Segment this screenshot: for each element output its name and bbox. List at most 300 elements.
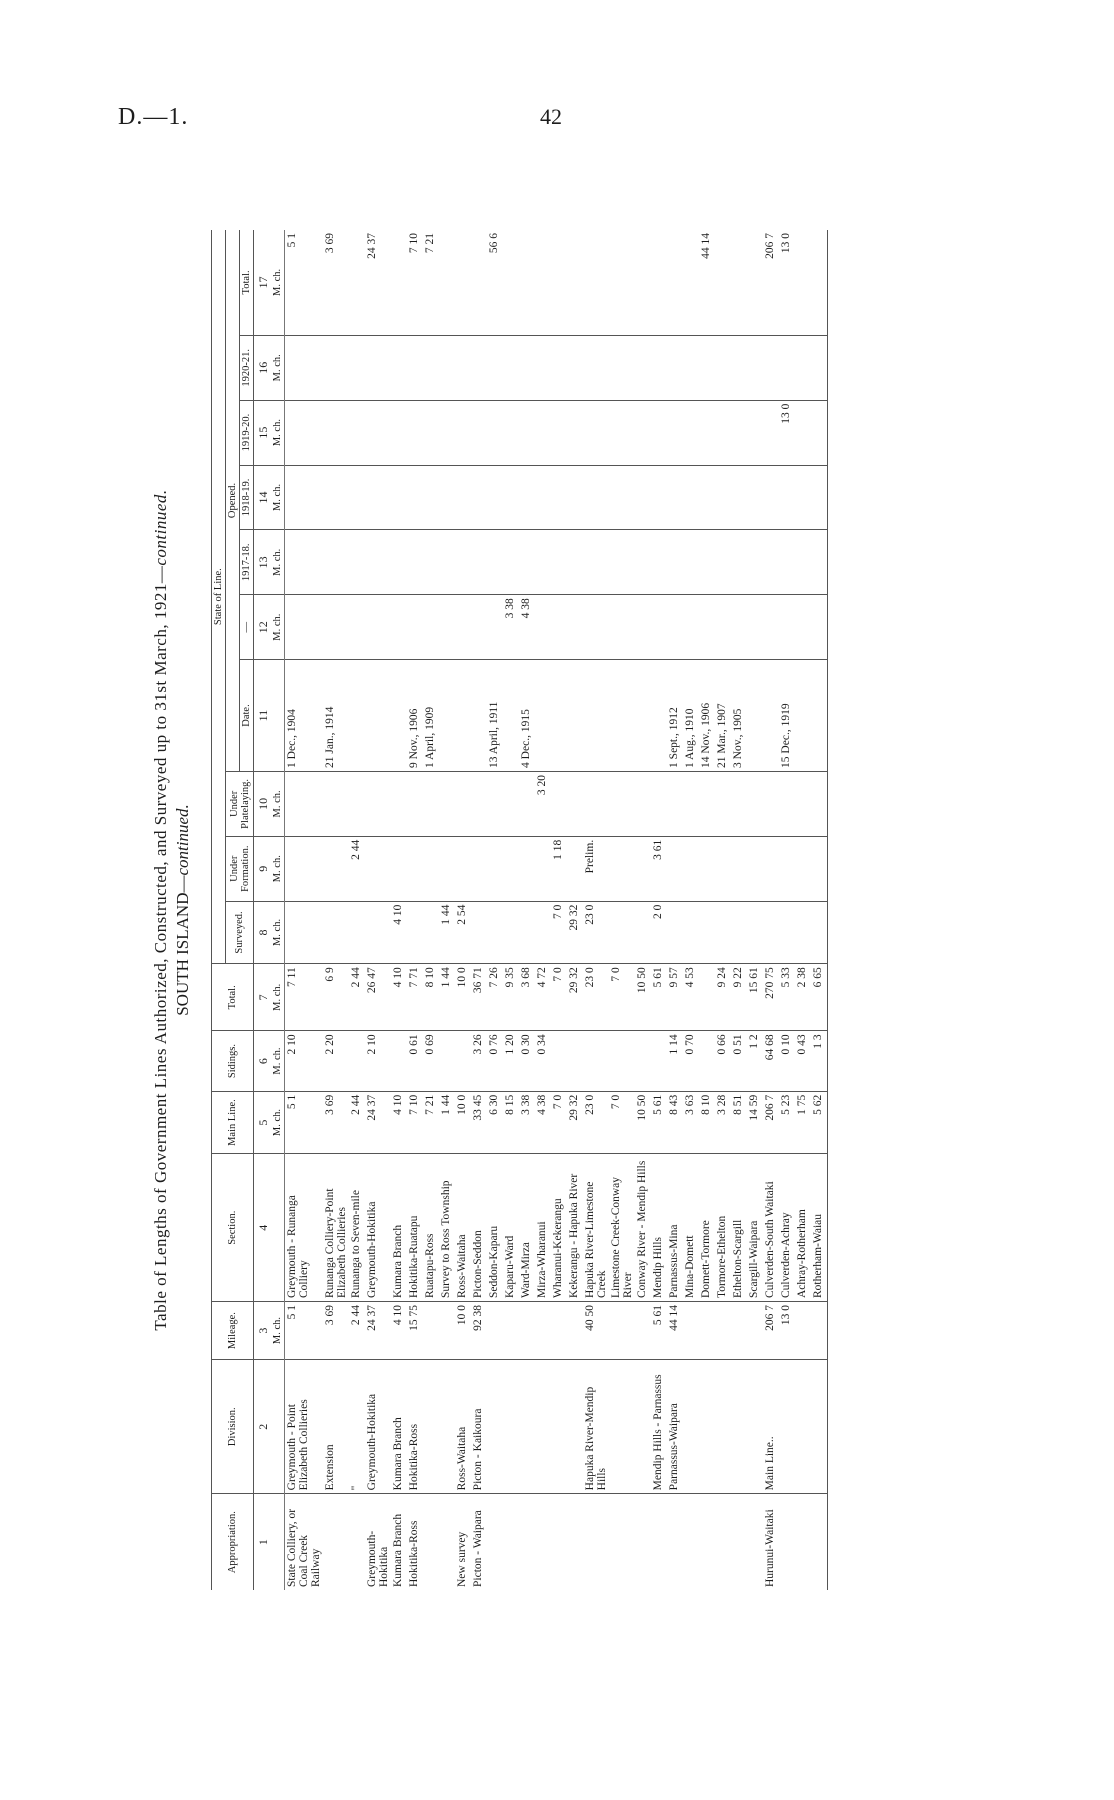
- cell-opened-date: 4 Dec., 1915: [519, 660, 535, 772]
- cell-section: Seddon-Kaparu: [487, 1154, 503, 1302]
- cell-opened-1918-19: [779, 465, 795, 530]
- cell-sidings: 0 61: [407, 1031, 423, 1091]
- col-opened: Opened.: [226, 230, 240, 771]
- cell-main-line: 8 43: [667, 1091, 683, 1154]
- cell-opened-1918-19: [635, 465, 651, 530]
- cell-surveyed: [811, 901, 828, 964]
- cell-sidings: 0 70: [683, 1031, 699, 1091]
- cell-division: [487, 1360, 503, 1494]
- cell-opened-1919-20: [609, 400, 635, 465]
- cell-opened-dash: [715, 595, 731, 660]
- cell-surveyed: [535, 901, 551, 964]
- cell-opened-1918-19: [583, 465, 609, 530]
- cell-opened-1917-18: [455, 530, 471, 595]
- cell-division: Parnassus-Waipara: [667, 1360, 683, 1494]
- cell-opened-1920-21: [651, 335, 667, 400]
- cell-sidings: 3 26: [471, 1031, 487, 1091]
- cell-appropriation: [715, 1494, 731, 1590]
- cell-surveyed: [731, 901, 747, 964]
- cell-division: Hokitika-Ross: [407, 1360, 423, 1494]
- table-row: [699, 230, 715, 1590]
- col-under-platelaying: Under Platelaying.: [226, 771, 254, 836]
- cell-section: Culverden-South Waitaki: [763, 1154, 779, 1302]
- cell-opened-total: 44 14: [699, 230, 715, 335]
- cell-surveyed: [715, 901, 731, 964]
- cell-sidings: 0 30: [519, 1031, 535, 1091]
- cell-section: Ross-Waitaha: [455, 1154, 471, 1302]
- cell-main-line: 206 7: [763, 1091, 779, 1154]
- table-row: [323, 230, 349, 1590]
- cell-mileage: [551, 1302, 567, 1360]
- cell-total: 7 26: [487, 964, 503, 1031]
- cell-opened-1917-18: [391, 530, 407, 595]
- cell-main-line: 5 61: [651, 1091, 667, 1154]
- cell-section: Survey to Ross Township: [439, 1154, 455, 1302]
- cell-sidings: [439, 1031, 455, 1091]
- cell-under-platelaying: [731, 771, 747, 836]
- cell-total: 7 11: [284, 964, 323, 1031]
- column-number: 15: [254, 400, 271, 465]
- column-number: 1: [256, 1539, 271, 1546]
- table-row: [471, 230, 487, 1590]
- cell-opened-dash: [407, 595, 423, 660]
- cell-under-formation: [471, 836, 487, 901]
- cell-section: Culverden-Achray: [779, 1154, 795, 1302]
- cell-total: 2 38: [795, 964, 811, 1031]
- cell-opened-1920-21: [487, 335, 503, 400]
- cell-opened-total: [635, 230, 651, 335]
- cell-section: Ruatapu-Ross: [423, 1154, 439, 1302]
- col-total-opened: Total.: [240, 230, 254, 335]
- cell-opened-total: [455, 230, 471, 335]
- cell-main-line: 5 1: [284, 1091, 323, 1154]
- cell-appropriation: [811, 1494, 828, 1590]
- cell-opened-date: [763, 660, 779, 772]
- cell-mileage: 5 1: [284, 1302, 323, 1360]
- table-row: [519, 230, 535, 1590]
- cell-opened-1919-20: [763, 400, 779, 465]
- cell-under-formation: [503, 836, 519, 901]
- table-title: [151, 230, 171, 1590]
- col-1918-19: 1918-19.: [240, 465, 254, 530]
- cell-opened-1918-19: [811, 465, 828, 530]
- cell-division: [503, 1360, 519, 1494]
- cell-under-formation: [667, 836, 683, 901]
- cell-opened-1917-18: [715, 530, 731, 595]
- table-row: [349, 230, 365, 1590]
- cell-opened-date: [471, 660, 487, 772]
- cell-total: 2 44: [349, 964, 365, 1031]
- cell-opened-1920-21: [683, 335, 699, 400]
- cell-total: 9 22: [731, 964, 747, 1031]
- cell-opened-dash: [323, 595, 349, 660]
- col-date: Date.: [240, 660, 254, 772]
- cell-main-line: 3 38: [519, 1091, 535, 1154]
- cell-under-formation: [567, 836, 583, 901]
- cell-opened-1919-20: [795, 400, 811, 465]
- cell-opened-dash: [471, 595, 487, 660]
- cell-sidings: [349, 1031, 365, 1091]
- table-row: [551, 230, 567, 1590]
- cell-mileage: [795, 1302, 811, 1360]
- cell-sidings: 0 10: [779, 1031, 795, 1091]
- cell-opened-1918-19: [747, 465, 763, 530]
- cell-opened-date: 21 Jan., 1914: [323, 660, 349, 772]
- column-number: 4: [254, 1154, 271, 1302]
- cell-surveyed: [503, 901, 519, 964]
- table-row: [651, 230, 667, 1590]
- cell-opened-total: [683, 230, 699, 335]
- cell-appropriation: [519, 1494, 535, 1590]
- cell-under-formation: [699, 836, 715, 901]
- cell-under-formation: [365, 836, 391, 901]
- cell-appropriation: Greymouth-Hokitika: [365, 1530, 391, 1587]
- table-row: [407, 230, 423, 1590]
- table-subtitle-text: SOUTH ISLAND—: [173, 875, 192, 1016]
- cell-main-line: 29 32: [567, 1091, 583, 1154]
- cell-under-platelaying: [699, 771, 715, 836]
- cell-surveyed: [609, 901, 635, 964]
- table-subtitle: [173, 230, 193, 1590]
- cell-opened-total: [519, 230, 535, 335]
- cell-opened-1918-19: [519, 465, 535, 530]
- cell-division: Greymouth - Point Elizabeth Collieries: [284, 1360, 323, 1494]
- cell-surveyed: 2 0: [651, 901, 667, 964]
- cell-opened-date: [439, 660, 455, 772]
- unit-label: M. ch.: [271, 335, 285, 400]
- cell-under-formation: [455, 836, 471, 901]
- cell-opened-total: 206 7: [763, 230, 779, 335]
- cell-opened-1919-20: [323, 400, 349, 465]
- cell-division: [609, 1360, 635, 1494]
- cell-sidings: 0 51: [731, 1031, 747, 1091]
- col-appropriation: Appropriation.: [212, 1494, 254, 1590]
- cell-under-formation: [391, 836, 407, 901]
- cell-mileage: 206 7: [763, 1302, 779, 1360]
- cell-mileage: [423, 1302, 439, 1360]
- cell-division: [567, 1360, 583, 1494]
- cell-opened-total: [567, 230, 583, 335]
- cell-mileage: 92 38: [471, 1302, 487, 1360]
- cell-under-platelaying: [423, 771, 439, 836]
- cell-total: [699, 964, 715, 1031]
- cell-surveyed: [365, 901, 391, 964]
- cell-division: [535, 1360, 551, 1494]
- cell-opened-date: [567, 660, 583, 772]
- cell-division: Mendip Hills - Parnassus: [651, 1360, 667, 1494]
- cell-opened-1917-18: [811, 530, 828, 595]
- cell-sidings: [391, 1031, 407, 1091]
- cell-sidings: [551, 1031, 567, 1091]
- cell-mileage: 15 75: [407, 1302, 423, 1360]
- unit-label: M. ch.: [271, 595, 285, 660]
- cell-sidings: 0 43: [795, 1031, 811, 1091]
- cell-under-platelaying: [583, 771, 609, 836]
- cell-opened-1919-20: [583, 400, 609, 465]
- col-1919-20: 1919-20.: [240, 400, 254, 465]
- cell-opened-date: 1 Sept., 1912: [667, 660, 683, 772]
- cell-opened-total: [795, 230, 811, 335]
- cell-mileage: [567, 1302, 583, 1360]
- cell-total: 15 61: [747, 964, 763, 1031]
- cell-total: 5 61: [651, 964, 667, 1031]
- cell-surveyed: 2 54: [455, 901, 471, 964]
- cell-under-platelaying: [407, 771, 423, 836]
- cell-opened-1917-18: [731, 530, 747, 595]
- cell-appropriation: Hokitika-Ross: [408, 1520, 421, 1587]
- cell-opened-1920-21: [407, 335, 423, 400]
- cell-under-platelaying: [323, 771, 349, 836]
- cell-sidings: 1 14: [667, 1031, 683, 1091]
- cell-opened-1920-21: [583, 335, 609, 400]
- cell-under-platelaying: [811, 771, 828, 836]
- cell-mileage: [503, 1302, 519, 1360]
- cell-opened-1919-20: [699, 400, 715, 465]
- cell-total: 8 10: [423, 964, 439, 1031]
- cell-opened-total: 56 6: [487, 230, 503, 335]
- cell-section: Wharanui-Kekerangu: [551, 1154, 567, 1302]
- cell-main-line: 4 10: [391, 1091, 407, 1154]
- cell-total: 4 72: [535, 964, 551, 1031]
- cell-opened-1918-19: [455, 465, 471, 530]
- cell-opened-1920-21: [763, 335, 779, 400]
- cell-mileage: [811, 1302, 828, 1360]
- cell-under-formation: [423, 836, 439, 901]
- cell-under-platelaying: [349, 771, 365, 836]
- cell-under-formation: [795, 836, 811, 901]
- cell-opened-1919-20: [407, 400, 423, 465]
- cell-opened-total: [391, 230, 407, 335]
- cell-opened-total: [535, 230, 551, 335]
- cell-opened-1918-19: [349, 465, 365, 530]
- cell-mileage: [699, 1302, 715, 1360]
- cell-division: [439, 1360, 455, 1494]
- col-sidings: Sidings.: [212, 1031, 254, 1091]
- cell-opened-1920-21: [503, 335, 519, 400]
- cell-opened-1918-19: [683, 465, 699, 530]
- unit-label: M. ch.: [271, 400, 285, 465]
- cell-appropriation: [795, 1494, 811, 1590]
- cell-surveyed: [423, 901, 439, 964]
- cell-division: Main Line..: [763, 1360, 779, 1494]
- cell-opened-1919-20: [535, 400, 551, 465]
- cell-under-formation: [763, 836, 779, 901]
- cell-opened-dash: [609, 595, 635, 660]
- cell-surveyed: [323, 901, 349, 964]
- cell-surveyed: 1 44: [439, 901, 455, 964]
- cell-section: Mendip Hills: [651, 1154, 667, 1302]
- cell-opened-1917-18: [365, 530, 391, 595]
- cell-sidings: 1 3: [811, 1031, 828, 1091]
- column-number: 8: [254, 901, 271, 964]
- cell-surveyed: [667, 901, 683, 964]
- cell-mileage: [609, 1302, 635, 1360]
- cell-under-formation: [323, 836, 349, 901]
- cell-opened-total: [349, 230, 365, 335]
- cell-under-formation: [747, 836, 763, 901]
- cell-opened-total: 3 69: [323, 230, 349, 335]
- cell-appropriation: [779, 1494, 795, 1590]
- cell-opened-1917-18: [583, 530, 609, 595]
- col-main-line: Main Line.: [212, 1091, 254, 1154]
- cell-total: 23 0: [583, 964, 609, 1031]
- cell-under-platelaying: [284, 771, 323, 836]
- cell-main-line: 10 50: [635, 1091, 651, 1154]
- cell-section: Ward-Mirza: [519, 1154, 535, 1302]
- cell-appropriation: [535, 1494, 551, 1590]
- cell-opened-dash: [423, 595, 439, 660]
- column-number: 6: [254, 1031, 271, 1091]
- cell-division: [423, 1360, 439, 1494]
- cell-opened-total: 7 10: [407, 230, 423, 335]
- cell-sidings: 0 69: [423, 1031, 439, 1091]
- cell-opened-date: [747, 660, 763, 772]
- table-row: [763, 230, 779, 1590]
- cell-opened-1918-19: [535, 465, 551, 530]
- cell-opened-1920-21: [635, 335, 651, 400]
- cell-appropriation: [439, 1494, 455, 1590]
- cell-opened-1919-20: [471, 400, 487, 465]
- unit-label: M. ch.: [271, 1031, 285, 1091]
- cell-total: 10 0: [455, 964, 471, 1031]
- cell-sidings: [455, 1031, 471, 1091]
- cell-opened-dash: [439, 595, 455, 660]
- table-title-text: Table of Lengths of Government Lines Authorized, Constructed, and Surveyed up to 31st March, 1921—: [151, 565, 170, 1331]
- cell-opened-date: [503, 660, 519, 772]
- cell-opened-total: [667, 230, 683, 335]
- cell-opened-1919-20: [667, 400, 683, 465]
- cell-surveyed: [747, 901, 763, 964]
- cell-opened-1918-19: [667, 465, 683, 530]
- cell-opened-1918-19: [423, 465, 439, 530]
- cell-opened-date: [811, 660, 828, 772]
- cell-under-formation: [487, 836, 503, 901]
- cell-sidings: 1 2: [747, 1031, 763, 1091]
- cell-division: Picton - Kaikoura: [471, 1360, 487, 1494]
- cell-under-platelaying: [683, 771, 699, 836]
- cell-appropriation: [667, 1494, 683, 1590]
- col-1920-21: 1920-21.: [240, 335, 254, 400]
- cell-opened-1918-19: [567, 465, 583, 530]
- cell-opened-date: [609, 660, 635, 772]
- cell-opened-1919-20: [567, 400, 583, 465]
- cell-opened-1918-19: [439, 465, 455, 530]
- cell-division: [635, 1360, 651, 1494]
- cell-under-platelaying: [667, 771, 683, 836]
- cell-appropriation: [683, 1494, 699, 1590]
- cell-sidings: 0 66: [715, 1031, 731, 1091]
- cell-sidings: [651, 1031, 667, 1091]
- cell-main-line: 8 15: [503, 1091, 519, 1154]
- cell-total: 7 0: [609, 964, 635, 1031]
- cell-opened-total: [651, 230, 667, 335]
- cell-opened-1917-18: [439, 530, 455, 595]
- cell-opened-1920-21: [731, 335, 747, 400]
- cell-opened-1917-18: [407, 530, 423, 595]
- cell-opened-total: [747, 230, 763, 335]
- cell-opened-1919-20: [487, 400, 503, 465]
- cell-section: Kumara Branch: [391, 1154, 407, 1302]
- cell-opened-1917-18: [635, 530, 651, 595]
- table-row: [439, 230, 455, 1590]
- cell-total: 3 68: [519, 964, 535, 1031]
- cell-under-platelaying: [503, 771, 519, 836]
- column-number: 14: [254, 465, 271, 530]
- cell-opened-dash: [583, 595, 609, 660]
- table-row: [365, 230, 391, 1590]
- cell-opened-1918-19: [699, 465, 715, 530]
- cell-opened-1920-21: [811, 335, 828, 400]
- cell-under-platelaying: [715, 771, 731, 836]
- cell-division: [779, 1360, 795, 1494]
- cell-opened-date: 1 Aug., 1910: [683, 660, 699, 772]
- table-title-continued: continued.: [151, 489, 170, 566]
- cell-division: [551, 1360, 567, 1494]
- cell-opened-1919-20: [551, 400, 567, 465]
- cell-opened-total: [551, 230, 567, 335]
- column-number: 12: [254, 595, 271, 660]
- unit-label: M. ch.: [271, 964, 285, 1031]
- cell-total: 1 44: [439, 964, 455, 1031]
- cell-division: Ross-Waitaha: [455, 1360, 471, 1494]
- cell-total: 4 10: [391, 964, 407, 1031]
- cell-opened-1918-19: [795, 465, 811, 530]
- cell-opened-dash: [567, 595, 583, 660]
- cell-opened-date: 1 Dec., 1904: [284, 660, 323, 772]
- cell-opened-date: [365, 660, 391, 772]
- cell-under-formation: [683, 836, 699, 901]
- table-row: [284, 230, 323, 1590]
- cell-appropriation: [567, 1494, 583, 1590]
- cell-opened-1919-20: [423, 400, 439, 465]
- cell-under-platelaying: [471, 771, 487, 836]
- cell-opened-dash: [635, 595, 651, 660]
- cell-opened-1919-20: [747, 400, 763, 465]
- cell-main-line: 3 63: [683, 1091, 699, 1154]
- cell-section: Hokitika-Ruatapu: [407, 1154, 423, 1302]
- cell-under-formation: 3 61: [651, 836, 667, 901]
- cell-opened-1917-18: [609, 530, 635, 595]
- column-number-row: [254, 230, 271, 1590]
- cell-section: Greymouth-Hokitika: [365, 1154, 391, 1302]
- page-number: 42: [540, 104, 562, 129]
- cell-mileage: 4 10: [391, 1302, 407, 1360]
- column-number: 13: [254, 530, 271, 595]
- cell-sidings: 2 10: [284, 1031, 323, 1091]
- cell-opened-total: [715, 230, 731, 335]
- cell-total: 5 33: [779, 964, 795, 1031]
- column-number: 5: [254, 1091, 271, 1154]
- cell-under-platelaying: [763, 771, 779, 836]
- cell-opened-1919-20: 13 0: [779, 400, 795, 465]
- cell-opened-total: [731, 230, 747, 335]
- cell-opened-1920-21: [323, 335, 349, 400]
- cell-total: 270 75: [763, 964, 779, 1031]
- cell-main-line: 2 44: [349, 1091, 365, 1154]
- cell-opened-total: 24 37: [365, 230, 391, 335]
- column-number: 2: [254, 1360, 271, 1494]
- table-row: [731, 230, 747, 1590]
- cell-section: Achray-Rotherham: [795, 1154, 811, 1302]
- cell-surveyed: [349, 901, 365, 964]
- cell-opened-1920-21: [365, 335, 391, 400]
- cell-appropriation: Kumara Branch: [392, 1513, 405, 1587]
- cell-opened-1918-19: [715, 465, 731, 530]
- cell-appropriation: [503, 1494, 519, 1590]
- cell-appropriation: [651, 1494, 667, 1590]
- cell-opened-1919-20: [284, 400, 323, 465]
- cell-opened-dash: [731, 595, 747, 660]
